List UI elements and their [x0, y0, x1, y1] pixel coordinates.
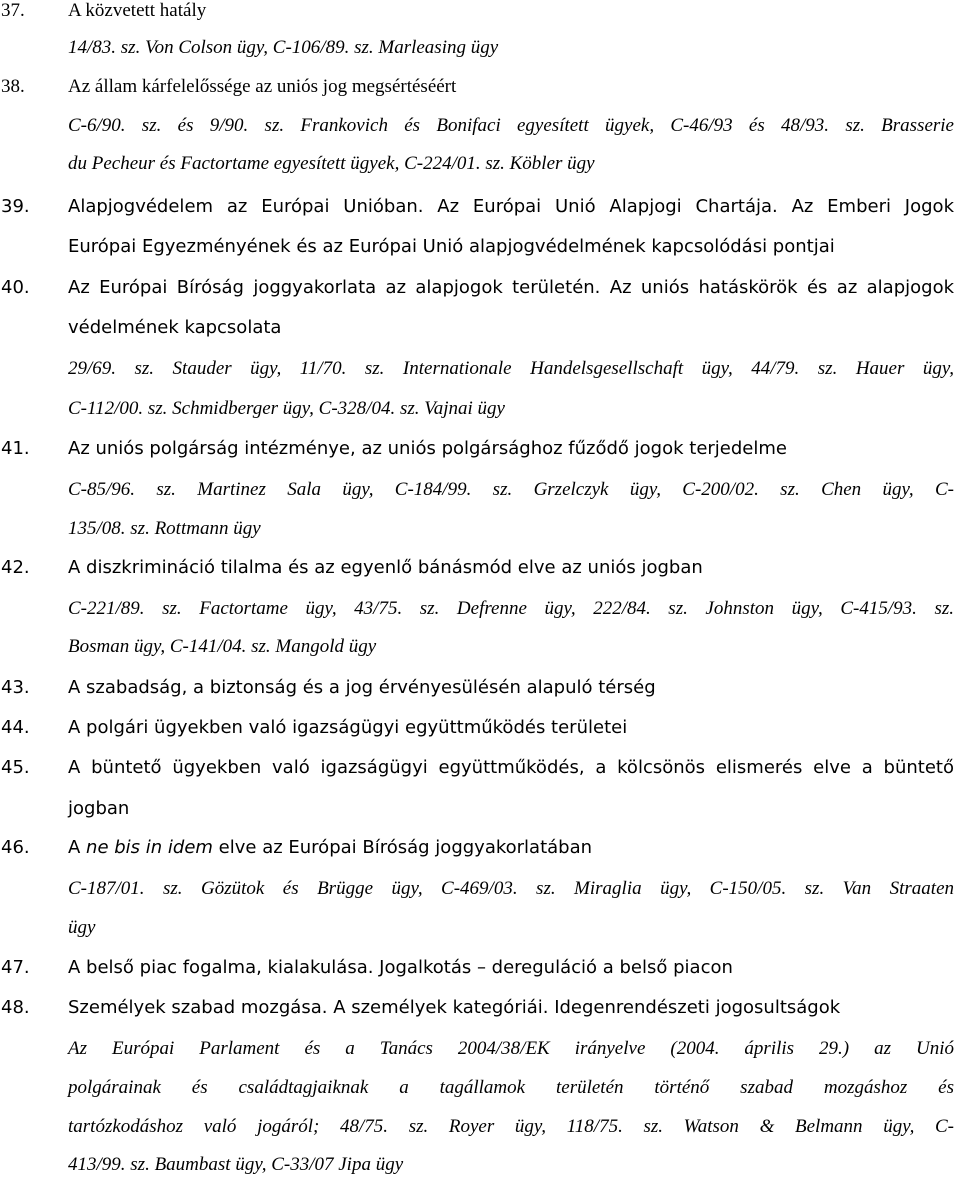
item-title-continued: [0, 790, 960, 828]
case-list-text: 14/83. sz. Von Colson ügy, C-106/89. sz. Marleasing ügy: [68, 37, 499, 58]
item-title: A diszkrimináció tilalma és az egyenlő bánásmód elve az uniós jogban: [68, 557, 703, 578]
case-list-text: C-85/96. sz. Martinez Sala ügy, C-184/99. sz. Grzelczyk ügy, C-200/02. sz. Chen ügy, C-: [68, 479, 954, 500]
latin-phrase: ne bis in idem: [86, 837, 213, 858]
legal-source-text: Az Európai Parlament és a Tanács 2004/38/EK irányelve (2004. április 29.) az Unió: [68, 1038, 954, 1059]
item-number: 48.: [1, 997, 30, 1018]
item-45: [0, 749, 960, 787]
item-title: védelmének kapcsolata: [68, 317, 282, 338]
case-list-text: du Pecheur és Factortame egyesített ügyek, C-224/01. sz. Köbler ügy: [68, 153, 595, 174]
legal-source: [0, 1108, 960, 1146]
item-title: Személyek szabad mozgása. A személyek kategóriái. Idegenrendészeti jogosultságok: [68, 997, 841, 1018]
case-list-text: ügy: [68, 917, 96, 938]
legal-source: [0, 1146, 960, 1184]
item-title-continued: [0, 309, 960, 347]
case-list: [0, 390, 960, 428]
item-39: [0, 188, 960, 226]
item-title: [68, 829, 592, 867]
legal-source-text: 413/99. sz. Baumbast ügy, C-33/07 Jipa ügy: [68, 1154, 404, 1175]
item-title: A büntető ügyekben való igazságügyi együttműködés, a kölcsönös elismerés elve a büntető: [68, 757, 954, 778]
item-title: A közvetett hatály: [68, 0, 207, 21]
item-number: 39.: [1, 196, 30, 217]
item-title: A polgári ügyekben való igazságügyi együttműködés területei: [68, 717, 628, 738]
legal-source: [0, 1069, 960, 1107]
item-47: [0, 949, 960, 987]
case-list: [0, 510, 960, 548]
case-list: [0, 590, 960, 628]
item-title: jogban: [68, 798, 130, 819]
item-number: 38.: [1, 76, 25, 97]
item-number: 46.: [1, 837, 30, 858]
case-list-text: C-6/90. sz. és 9/90. sz. Frankovich és Bonifaci egyesített ügyek, C-46/93 és 48/93. sz. Brasserie: [68, 115, 954, 136]
case-list-text: C-187/01. sz. Gözütok és Brügge ügy, C-469/03. sz. Miraglia ügy, C-150/05. sz. Van Straaten: [68, 878, 954, 899]
item-number: 45.: [1, 757, 30, 778]
item-number: 43.: [1, 677, 30, 698]
case-list: [0, 29, 960, 67]
case-list: [0, 471, 960, 509]
case-list: [0, 909, 960, 947]
item-number: 47.: [1, 957, 30, 978]
item-number: 37.: [1, 0, 25, 21]
legal-source: [0, 1030, 960, 1068]
item-41: [0, 430, 960, 468]
case-list-text: C-112/00. sz. Schmidberger ügy, C-328/04. sz. Vajnai ügy: [68, 398, 505, 419]
item-42: [0, 549, 960, 587]
case-list: [0, 350, 960, 388]
legal-source-text: tartózkodáshoz való jogáról; 48/75. sz. Royer ügy, 118/75. sz. Watson & Belmann ügy, C-: [68, 1116, 954, 1137]
item-title: A szabadság, a biztonság és a jog érvényesülésén alapuló térség: [68, 677, 656, 698]
item-number: 44.: [1, 717, 30, 738]
item-37: [0, 0, 960, 30]
case-list-text: 29/69. sz. Stauder ügy, 11/70. sz. Internationale Handelsgesellschaft ügy, 44/79. sz. Hauer ügy,: [68, 358, 954, 379]
item-title: Az uniós polgárság intézménye, az uniós polgársághoz fűződő jogok terjedelme: [68, 438, 787, 459]
item-title: Az állam kárfelelőssége az uniós jog megsértéséért: [68, 76, 457, 97]
item-title-part: elve az Európai Bíróság joggyakorlatában: [212, 837, 593, 858]
case-list-text: 135/08. sz. Rottmann ügy: [68, 518, 261, 539]
item-43: [0, 669, 960, 707]
item-number: 42.: [1, 557, 30, 578]
case-list: [0, 870, 960, 908]
case-list: [0, 107, 960, 145]
case-list: [0, 628, 960, 666]
item-title-part: A: [68, 837, 87, 858]
legal-source-text: polgárainak és családtagjaiknak a tagállamok területén történő szabad mozgáshoz és: [68, 1077, 954, 1098]
case-list-text: Bosman ügy, C-141/04. sz. Mangold ügy: [68, 636, 377, 657]
item-38: [0, 68, 960, 106]
item-title: A belső piac fogalma, kialakulása. Jogalkotás – dereguláció a belső piacon: [68, 957, 733, 978]
item-number: 40.: [1, 277, 30, 298]
item-title-continued: [0, 228, 960, 266]
case-list: [0, 145, 960, 183]
case-list-text: C-221/89. sz. Factortame ügy, 43/75. sz. Defrenne ügy, 222/84. sz. Johnston ügy, C-415/93. sz.: [68, 598, 954, 619]
item-48: [0, 989, 960, 1027]
item-title: Alapjogvédelem az Európai Unióban. Az Európai Unió Alapjogi Chartája. Az Emberi Jogok: [68, 196, 954, 217]
item-46: [0, 829, 960, 867]
item-number: 41.: [1, 438, 30, 459]
item-title: Az Európai Bíróság joggyakorlata az alapjogok területén. Az uniós hatáskörök és az alapjogok: [68, 277, 954, 298]
item-40: [0, 269, 960, 307]
item-44: [0, 709, 960, 747]
item-title: Európai Egyezményének és az Európai Unió alapjogvédelmének kapcsolódási pontjai: [68, 236, 835, 257]
